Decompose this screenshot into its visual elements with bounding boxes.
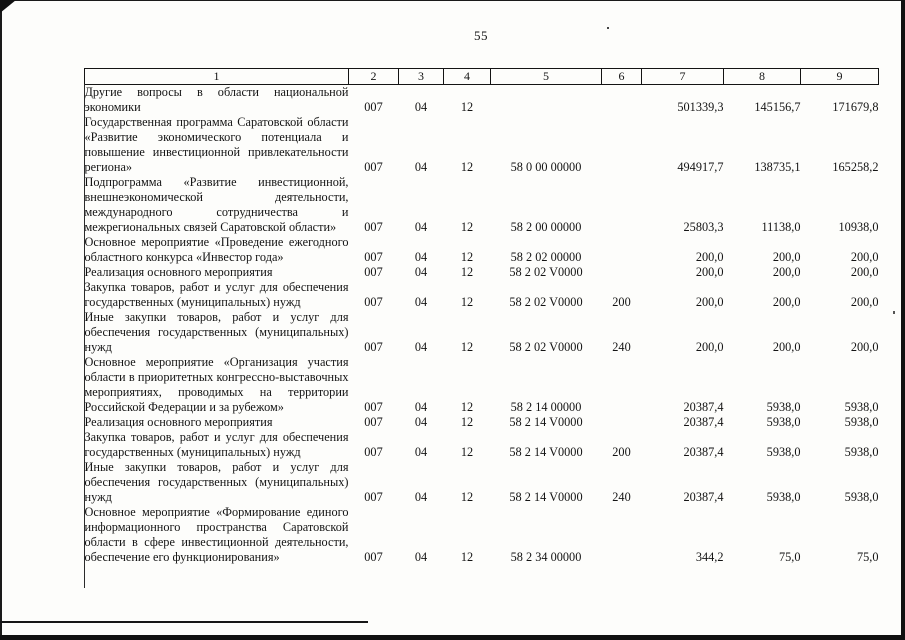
table-cell: 007	[364, 100, 383, 114]
table-cell: 200	[612, 445, 631, 459]
table-cell: 58 2 02 V0000	[509, 265, 583, 279]
table-cell: 58 2 02 V0000	[509, 295, 583, 309]
table-cell: 12	[460, 550, 474, 564]
table-cell: 5938,0	[766, 400, 801, 414]
table-row	[85, 175, 879, 235]
table-cell: Иные закупки товаров, работ и услуг для обеспечения государственных (муниципальных) нужд	[84, 310, 349, 354]
page-number: 55	[474, 28, 488, 43]
table-cell: 58 2 14 V0000	[509, 490, 583, 504]
table-cell: 04	[414, 220, 428, 234]
table-row	[85, 85, 879, 116]
table-cell: 240	[612, 490, 631, 504]
table-cell	[602, 355, 642, 415]
table-cell: 25803,3	[683, 220, 724, 234]
table-header-cell: 3	[399, 69, 444, 85]
table-cell: 007	[364, 445, 383, 459]
table-header-row	[85, 69, 879, 85]
table-cell: 58 0 00 00000	[510, 160, 582, 174]
table-row	[85, 265, 879, 280]
table-body	[85, 85, 879, 566]
table-cell: 5938,0	[844, 415, 879, 429]
scan-artifact-line	[0, 621, 368, 623]
scan-frame-top	[0, 0, 905, 1]
table-cell: 494917,7	[677, 160, 724, 174]
table-cell: 007	[364, 160, 383, 174]
table-cell: 04	[414, 160, 428, 174]
table-cell	[602, 115, 642, 175]
table-cell: Основное мероприятие «Проведение ежегодного областного конкурса «Инвестор года»	[84, 235, 349, 264]
table-header-cell: 8	[724, 69, 801, 85]
table-cell: Государственная программа Саратовской области «Развитие экономического потенциала и повышение инвестиционной привлекательности региона»	[84, 115, 349, 174]
table-cell: 58 2 02 00000	[510, 250, 582, 264]
table-cell: 007	[364, 415, 383, 429]
table-cell: 12	[460, 445, 474, 459]
table-cell: Закупка товаров, работ и услуг для обеспечения государственных (муниципальных) нужд	[84, 430, 349, 459]
table-cell: 200,0	[850, 295, 879, 309]
scan-artifact-corner	[0, 0, 16, 13]
table-cell: 04	[414, 265, 428, 279]
table-cell: 58 2 34 00000	[510, 550, 582, 564]
table-row	[85, 430, 879, 460]
table-cell: 75,0	[778, 550, 801, 564]
table-row	[85, 115, 879, 175]
table-left-border	[84, 84, 85, 588]
table-cell: 007	[364, 295, 383, 309]
table-cell: 58 2 14 V0000	[509, 445, 583, 459]
table-cell: 58 2 00 00000	[510, 220, 582, 234]
table-cell: 04	[414, 550, 428, 564]
table-header-cell: 1	[85, 69, 349, 85]
table-cell: 75,0	[856, 550, 879, 564]
table-cell: Основное мероприятие «Организация участия области в приоритетных конгрессно-выставочных мероприятиях, проводимых на территории Российской Федерации и за рубежом»	[84, 355, 349, 414]
table-header-cell: 9	[801, 69, 879, 85]
table-cell: Подпрограмма «Развитие инвестиционной, внешнеэкономической деятельности, международного сотрудничества и межрегиональных связей Саратовской области»	[84, 175, 349, 234]
table-row	[85, 505, 879, 565]
table-cell: 200,0	[772, 265, 801, 279]
table-cell: Иные закупки товаров, работ и услуг для обеспечения государственных (муниципальных) нужд	[84, 460, 349, 504]
table-cell: 04	[414, 340, 428, 354]
table-cell: 12	[460, 295, 474, 309]
table-row	[85, 235, 879, 265]
table-cell: 20387,4	[683, 490, 724, 504]
scan-frame-right	[901, 0, 905, 640]
table-cell: 200,0	[850, 265, 879, 279]
table-cell: Основное мероприятие «Формирование единого информационного пространства Саратовской области в сфере инвестиционной деятельности, обеспечение его функционирования»	[84, 505, 349, 564]
table-row	[85, 460, 879, 505]
table-cell: 12	[460, 400, 474, 414]
table-cell: 171679,8	[832, 100, 879, 114]
scan-frame-left	[0, 0, 2, 640]
table-cell: 5938,0	[766, 490, 801, 504]
table-cell: 007	[364, 340, 383, 354]
table-cell: 007	[364, 220, 383, 234]
table-cell: 5938,0	[766, 445, 801, 459]
table-cell: 007	[364, 400, 383, 414]
table-cell	[602, 235, 642, 265]
table-cell: 007	[364, 265, 383, 279]
table-cell: 5938,0	[844, 445, 879, 459]
table-cell: 007	[364, 550, 383, 564]
table-cell: 20387,4	[683, 415, 724, 429]
table-row	[85, 310, 879, 355]
table-cell: 58 2 14 V0000	[509, 415, 583, 429]
table-cell: 12	[460, 250, 474, 264]
table-cell: 04	[414, 400, 428, 414]
table-cell: 5938,0	[844, 400, 879, 414]
table-header-cell: 4	[444, 69, 491, 85]
table-cell: 12	[460, 415, 474, 429]
table-cell: 12	[460, 490, 474, 504]
table-cell: 200,0	[772, 250, 801, 264]
table-cell: 10938,0	[838, 220, 879, 234]
table-cell: 11138,0	[761, 220, 801, 234]
table-cell: 200,0	[695, 295, 724, 309]
table-cell: 04	[414, 295, 428, 309]
table-cell: 58 2 02 V0000	[509, 340, 583, 354]
table-cell: 200,0	[695, 265, 724, 279]
table-cell: 58 2 14 00000	[510, 400, 582, 414]
table-row	[85, 415, 879, 430]
table-cell: 12	[460, 340, 474, 354]
table-cell: 04	[414, 445, 428, 459]
table-cell: 007	[364, 490, 383, 504]
table-cell: 12	[460, 220, 474, 234]
table-cell	[602, 175, 642, 235]
table-cell: 145156,7	[754, 100, 801, 114]
table-cell: 12	[460, 100, 474, 114]
table-cell: 200,0	[695, 250, 724, 264]
table-cell: 200	[612, 295, 631, 309]
table-cell: 200,0	[695, 340, 724, 354]
table-cell: 200,0	[772, 340, 801, 354]
table-cell: 04	[414, 490, 428, 504]
table-cell: 200,0	[772, 295, 801, 309]
table-header-cell: 6	[602, 69, 642, 85]
table-cell: 501339,3	[677, 100, 724, 114]
table-cell: 344,2	[695, 550, 724, 564]
table-cell: 12	[460, 160, 474, 174]
table-cell: Другие вопросы в области национальной экономики	[84, 85, 349, 114]
table-cell: 165258,2	[832, 160, 879, 174]
table-cell	[602, 85, 642, 116]
table-cell	[491, 85, 602, 116]
table-header-cell: 2	[349, 69, 399, 85]
table-cell: 20387,4	[683, 400, 724, 414]
table-cell: Реализация основного мероприятия	[84, 265, 273, 279]
table-cell	[602, 265, 642, 280]
table-cell: 20387,4	[683, 445, 724, 459]
table-cell	[602, 505, 642, 565]
table-cell: 04	[414, 250, 428, 264]
table-cell: 12	[460, 265, 474, 279]
table-cell: 240	[612, 340, 631, 354]
table-cell: 200,0	[850, 340, 879, 354]
table-cell: 04	[414, 415, 428, 429]
table-cell	[602, 415, 642, 430]
table-cell: 138735,1	[754, 160, 801, 174]
table-row	[85, 355, 879, 415]
table-header-cell: 5	[491, 69, 602, 85]
table-cell: 5938,0	[844, 490, 879, 504]
table-cell: 007	[364, 250, 383, 264]
budget-table	[84, 68, 879, 565]
table-row	[85, 280, 879, 310]
table-cell: 5938,0	[766, 415, 801, 429]
table-cell: 04	[414, 100, 428, 114]
table-cell: 200,0	[850, 250, 879, 264]
table-cell: Реализация основного мероприятия	[84, 415, 273, 429]
scan-artifact-dot	[893, 311, 895, 314]
table-cell: Закупка товаров, работ и услуг для обеспечения государственных (муниципальных) нужд	[84, 280, 349, 309]
table-header-cell: 7	[642, 69, 724, 85]
scan-frame-bottom	[0, 635, 905, 640]
